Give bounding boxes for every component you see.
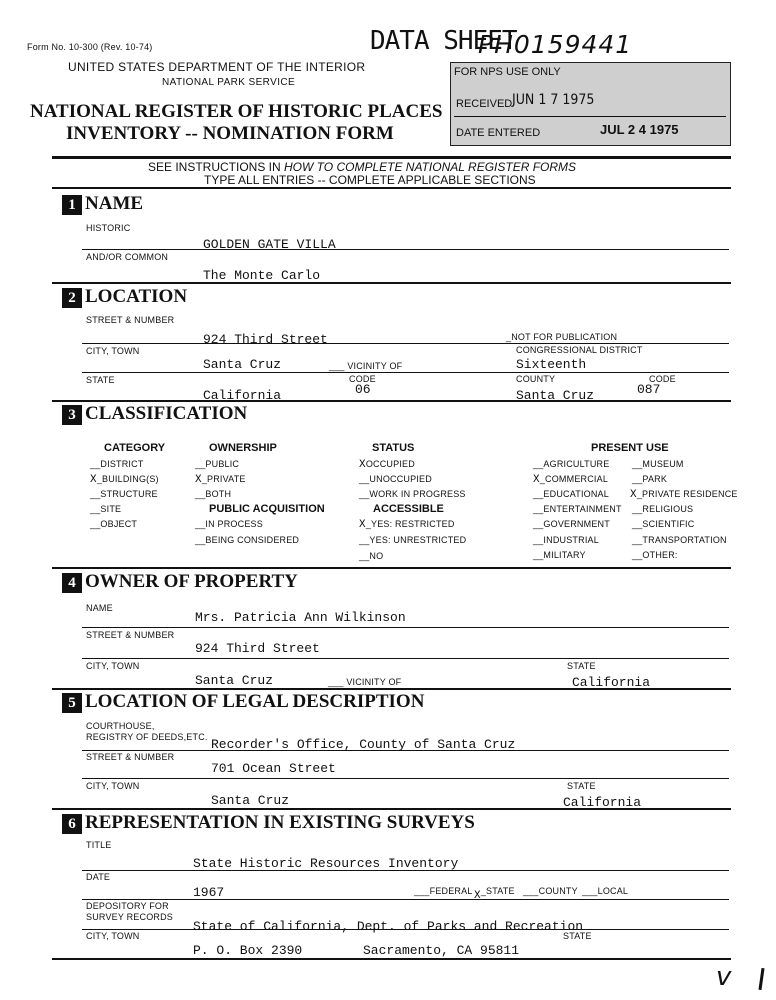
section-1-number: 1 [62, 195, 82, 215]
county-code-label: CODE [649, 374, 676, 384]
depository-city-value: P. O. Box 2390 [193, 943, 303, 958]
level-state: X_STATE [474, 886, 515, 902]
use-government: __GOVERNMENT [533, 519, 610, 529]
historic-value: GOLDEN GATE VILLA [203, 237, 336, 252]
form-title-line2: INVENTORY -- NOMINATION FORM [66, 123, 394, 144]
use-other: __OTHER: [632, 550, 678, 560]
cat-district: __DISTRICT [90, 459, 144, 469]
survey-title-label: TITLE [86, 840, 112, 850]
cat-buildings: X_BUILDING(S) [90, 474, 159, 486]
legal-street-label: STREET & NUMBER [86, 752, 175, 762]
legal-city-value: Santa Cruz [211, 793, 290, 808]
date-entered-label: DATE ENTERED [456, 127, 541, 139]
section-3-title: CLASSIFICATION [85, 403, 248, 424]
own-both: __BOTH [195, 489, 232, 499]
legal-city-label: CITY, TOWN [86, 781, 140, 791]
cat-structure: __STRUCTURE [90, 489, 158, 499]
legal-state-value: California [563, 795, 642, 810]
section-4-title: OWNER OF PROPERTY [85, 571, 298, 592]
level-local: ___LOCAL [582, 886, 629, 896]
received-label: RECEIVED [456, 98, 513, 110]
accessible-heading: ACCESSIBLE [373, 503, 444, 515]
acquisition-heading: PUBLIC ACQUISITION [209, 503, 325, 515]
congressional-label: CONGRESSIONAL DISTRICT [516, 345, 643, 355]
cat-object: __OBJECT [90, 519, 138, 529]
instructions-line2: TYPE ALL ENTRIES -- COMPLETE APPLICABLE SECTIONS [204, 173, 536, 187]
use-commercial: X_COMMERCIAL [533, 474, 609, 486]
survey-date-value: 1967 [193, 885, 225, 900]
depository-city-value-2: Sacramento, CA 95811 [363, 943, 520, 958]
department-name: UNITED STATES DEPARTMENT OF THE INTERIOR [68, 60, 366, 74]
section-5-number: 5 [62, 693, 82, 713]
own-private: X_PRIVATE [195, 474, 246, 486]
status-unoccupied: __UNOCCUPIED [359, 474, 432, 484]
handwritten-check-mark: v [716, 962, 732, 992]
section-6-number: 6 [62, 814, 82, 834]
status-occupied: XOCCUPIED [359, 459, 415, 471]
street-value: 924 Third Street [203, 332, 328, 347]
city-value: Santa Cruz [203, 357, 282, 372]
section-1-title: NAME [85, 193, 144, 214]
owner-city-value: Santa Cruz [195, 673, 274, 688]
owner-name-label: NAME [86, 603, 113, 613]
use-park: __PARK [632, 474, 668, 484]
use-museum: __MUSEUM [632, 459, 684, 469]
courthouse-value: Recorder's Office, County of Santa Cruz [211, 737, 516, 752]
use-scientific: __SCIENTIFIC [632, 519, 695, 529]
handwritten-id: PH0159441 [478, 30, 633, 59]
date-entered-stamp: JUL 2 4 1975 [600, 122, 679, 137]
courthouse-label-2: REGISTRY OF DEEDS,ETC. [86, 732, 208, 742]
use-military: __MILITARY [533, 550, 586, 560]
common-value: The Monte Carlo [203, 268, 321, 283]
acq-being-considered: __BEING CONSIDERED [195, 535, 300, 545]
status-work-in-progress: __WORK IN PROGRESS [359, 489, 466, 499]
legal-street-value: 701 Ocean Street [211, 761, 336, 776]
courthouse-label-1: COURTHOUSE, [86, 721, 155, 731]
use-entertainment: __ENTERTAINMENT [533, 504, 622, 514]
use-private-residence: X_PRIVATE RESIDENCE [630, 489, 738, 501]
access-no: __NO [359, 551, 384, 561]
section-2-number: 2 [62, 288, 82, 308]
street-label: STREET & NUMBER [86, 315, 175, 325]
owner-city-label: CITY, TOWN [86, 661, 140, 671]
section-2-title: LOCATION [85, 286, 188, 307]
county-code: 087 [637, 382, 661, 397]
vicinity-label: ___ VICINITY OF [329, 361, 403, 371]
use-transportation: __TRANSPORTATION [632, 535, 727, 545]
use-industrial: __INDUSTRIAL [533, 535, 599, 545]
present-use-heading: PRESENT USE [591, 442, 669, 454]
use-religious: __RELIGIOUS [632, 504, 694, 514]
owner-street-value: 924 Third Street [195, 641, 320, 656]
state-label: STATE [86, 375, 115, 385]
section-3-number: 3 [62, 405, 82, 425]
section-6-title: REPRESENTATION IN EXISTING SURVEYS [85, 812, 475, 833]
section-5-title: LOCATION OF LEGAL DESCRIPTION [85, 691, 425, 712]
county-label: COUNTY [516, 374, 556, 384]
depository-label-1: DEPOSITORY FOR [86, 901, 169, 911]
depository-city-label: CITY, TOWN [86, 931, 140, 941]
cat-site: __SITE [90, 504, 122, 514]
use-agriculture: __AGRICULTURE [533, 459, 610, 469]
depository-value: State of California, Dept. of Parks and Recreation [193, 919, 584, 934]
legal-state-label: STATE [567, 781, 596, 791]
level-federal: ___FEDERAL [414, 886, 473, 896]
category-heading: CATEGORY [104, 442, 166, 454]
common-label: AND/OR COMMON [86, 252, 169, 262]
depository-state-label: STATE [563, 931, 592, 941]
instructions-line1: SEE INSTRUCTIONS IN HOW TO COMPLETE NATIONAL REGISTER FORMS [148, 160, 577, 174]
access-unrestricted: __YES: UNRESTRICTED [359, 535, 467, 545]
nps-use-label: FOR NPS USE ONLY [454, 66, 561, 78]
city-label: CITY, TOWN [86, 346, 140, 356]
edge-mark [758, 968, 764, 990]
level-county: ___COUNTY [523, 886, 578, 896]
state-code: 06 [355, 382, 371, 397]
owner-name-value: Mrs. Patricia Ann Wilkinson [195, 610, 406, 625]
historic-label: HISTORIC [86, 223, 131, 233]
owner-state-value: California [572, 675, 651, 690]
survey-title-value: State Historic Resources Inventory [193, 856, 459, 871]
data-sheet-label: DATA SHEET [370, 26, 517, 56]
owner-vicinity: ___ VICINITY OF [328, 677, 402, 687]
access-restricted: X_YES: RESTRICTED [359, 519, 455, 531]
own-public: __PUBLIC [195, 459, 240, 469]
code-label: CODE [349, 374, 376, 384]
received-stamp: JUN 1 7 1975 [512, 92, 595, 108]
congressional-value: Sixteenth [516, 357, 587, 372]
depository-label-2: SURVEY RECORDS [86, 912, 173, 922]
section-4-number: 4 [62, 573, 82, 593]
survey-date-label: DATE [86, 872, 111, 882]
ownership-heading: OWNERSHIP [209, 442, 277, 454]
form-title-line1: NATIONAL REGISTER OF HISTORIC PLACES [30, 101, 443, 122]
acq-in-process: __IN PROCESS [195, 519, 263, 529]
state-value: California [203, 388, 282, 403]
not-for-publication: _NOT FOR PUBLICATION [506, 332, 618, 342]
status-heading: STATUS [372, 442, 415, 454]
owner-state-label: STATE [567, 661, 596, 671]
service-name: NATIONAL PARK SERVICE [162, 77, 296, 88]
form-number: Form No. 10-300 (Rev. 10-74) [27, 42, 153, 52]
county-value: Santa Cruz [516, 388, 595, 403]
owner-street-label: STREET & NUMBER [86, 630, 175, 640]
use-educational: __EDUCATIONAL [533, 489, 609, 499]
